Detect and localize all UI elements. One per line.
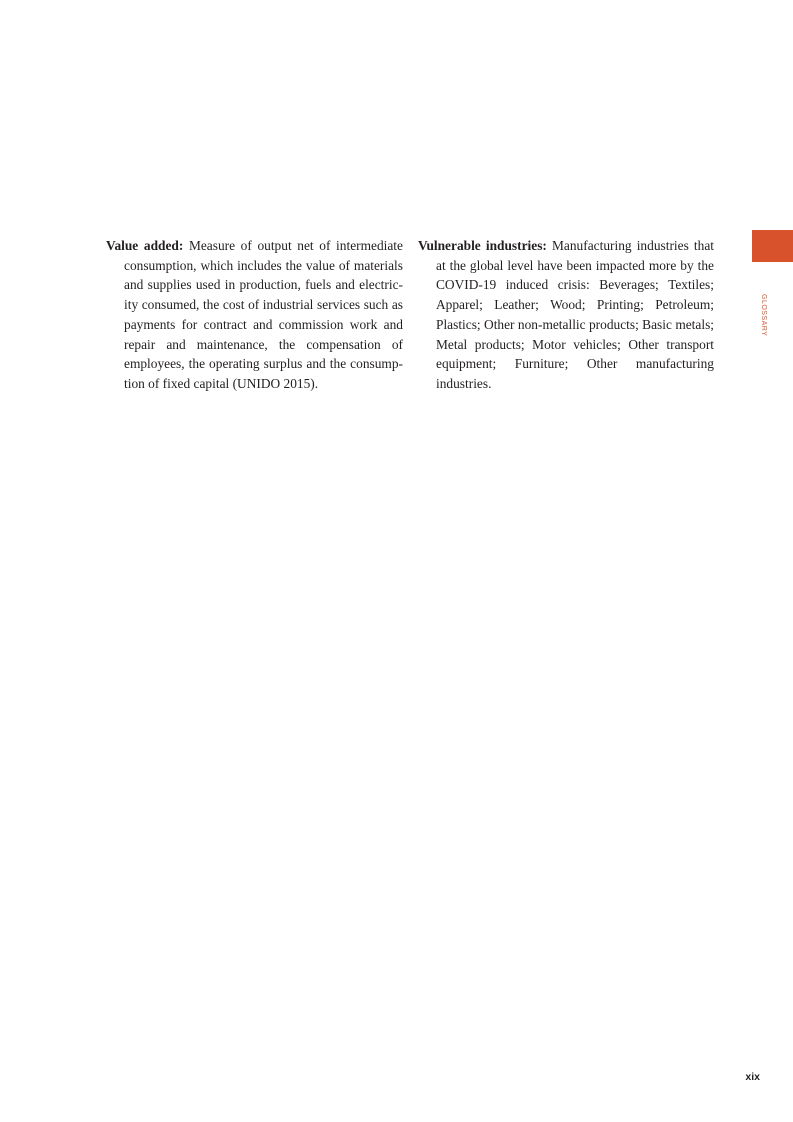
glossary-entry-value-added	[106, 236, 403, 394]
section-tab-marker	[752, 230, 793, 262]
section-label: GLOSSARY	[760, 294, 767, 337]
glossary-term: Vulnerable industries:	[418, 238, 547, 253]
glossary-entry-vulnerable-industries	[418, 236, 714, 394]
page-number: xix	[745, 1071, 760, 1083]
glossary-term: Value added:	[106, 238, 184, 253]
glossary-definition: Manufacturing industries that at the global level have been impacted more by the COVID-19 induced crisis: Beverages; Textiles; Apparel; Leather; Wood; Printing; Petroleum; Plastics; Other non-metallic products; Basic metals; Metal products; Motor vehicles; Other transport equipment; Furniture; Other manufacturing industries.	[436, 238, 714, 391]
glossary-definition: Measure of output net of intermediate consumption, which includes the value of materials and supplies used in production, fuels and electricity consumed, the cost of industrial services such as payments for contract and commission work and repair and maintenance, the compensation of employees, the operating surplus and the consumption of fixed capital (UNIDO 2015).	[124, 238, 403, 391]
